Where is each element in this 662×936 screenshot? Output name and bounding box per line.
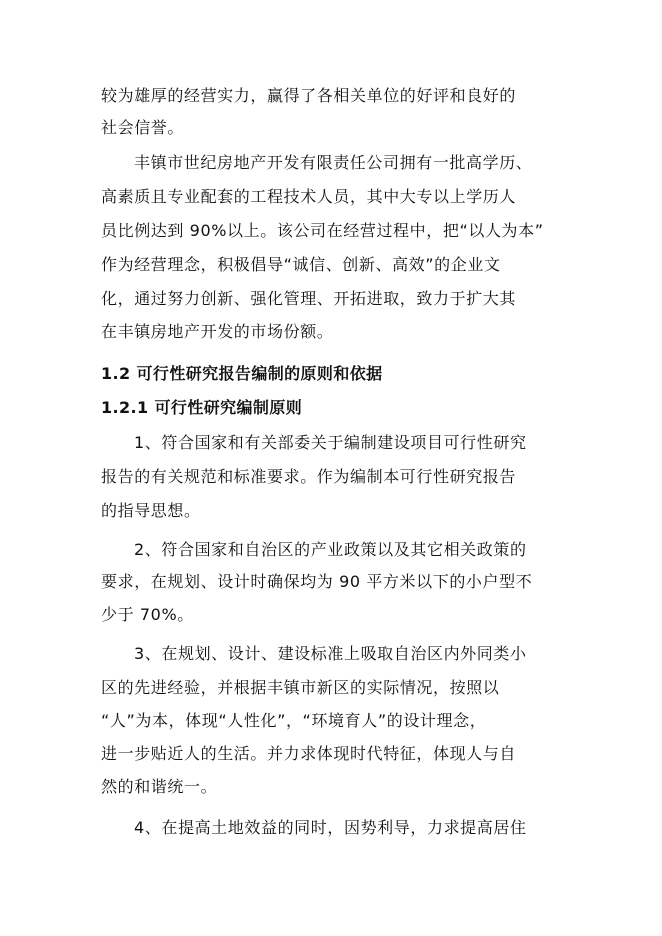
text-line: 进一步贴近人的生活。并力求体现时代特征，体现人与自 bbox=[101, 744, 517, 763]
text-line: 的指导思想。 bbox=[101, 501, 201, 520]
text-line: 丰镇市世纪房地产开发有限责任公司拥有一批高学历、 bbox=[134, 153, 533, 172]
section-heading: 1.2 可行性研究报告编制的原则和依据 bbox=[101, 364, 383, 383]
text-line: 化，通过努力创新、强化管理、开拓进取，致力于扩大其 bbox=[101, 289, 517, 308]
text-line: 社会信誉。 bbox=[101, 118, 185, 137]
text-line: 较为雄厚的经营实力，赢得了各相关单位的好评和良好的 bbox=[101, 86, 517, 105]
text-line: 2、符合国家和自治区的产业政策以及其它相关政策的 bbox=[134, 540, 527, 559]
text-line: 3、在规划、设计、建设标准上吸取自治区内外同类小 bbox=[134, 644, 527, 663]
text-line: 4、在提高土地效益的同时，因势利导，力求提高居住 bbox=[134, 818, 527, 837]
text-line: 区的先进经验，并根据丰镇市新区的实际情况，按照以 bbox=[101, 678, 500, 697]
subsection-heading: 1.2.1 可行性研究编制原则 bbox=[101, 398, 303, 417]
text-line: 少于 70%。 bbox=[101, 605, 194, 624]
text-line: 要求，在规划、设计时确保均为 90 平方米以下的小户型不 bbox=[101, 572, 533, 591]
text-line: 报告的有关规范和标准要求。作为编制本可行性研究报告 bbox=[101, 467, 517, 486]
text-line: 在丰镇房地产开发的市场份额。 bbox=[101, 322, 334, 341]
text-line: 员比例达到 90%以上。该公司在经营过程中，把“以人为本” bbox=[101, 221, 544, 240]
text-line: 高素质且专业配套的工程技术人员，其中大专以上学历人 bbox=[101, 187, 517, 206]
text-line: 然的和谐统一。 bbox=[101, 777, 218, 796]
text-line: 作为经营理念，积极倡导“诚信、创新、高效”的企业文 bbox=[101, 255, 501, 274]
text-line: “人”为本，体现“人性化”，“环境育人”的设计理念， bbox=[101, 711, 487, 730]
text-line: 1、符合国家和有关部委关于编制建设项目可行性研究 bbox=[134, 433, 527, 452]
